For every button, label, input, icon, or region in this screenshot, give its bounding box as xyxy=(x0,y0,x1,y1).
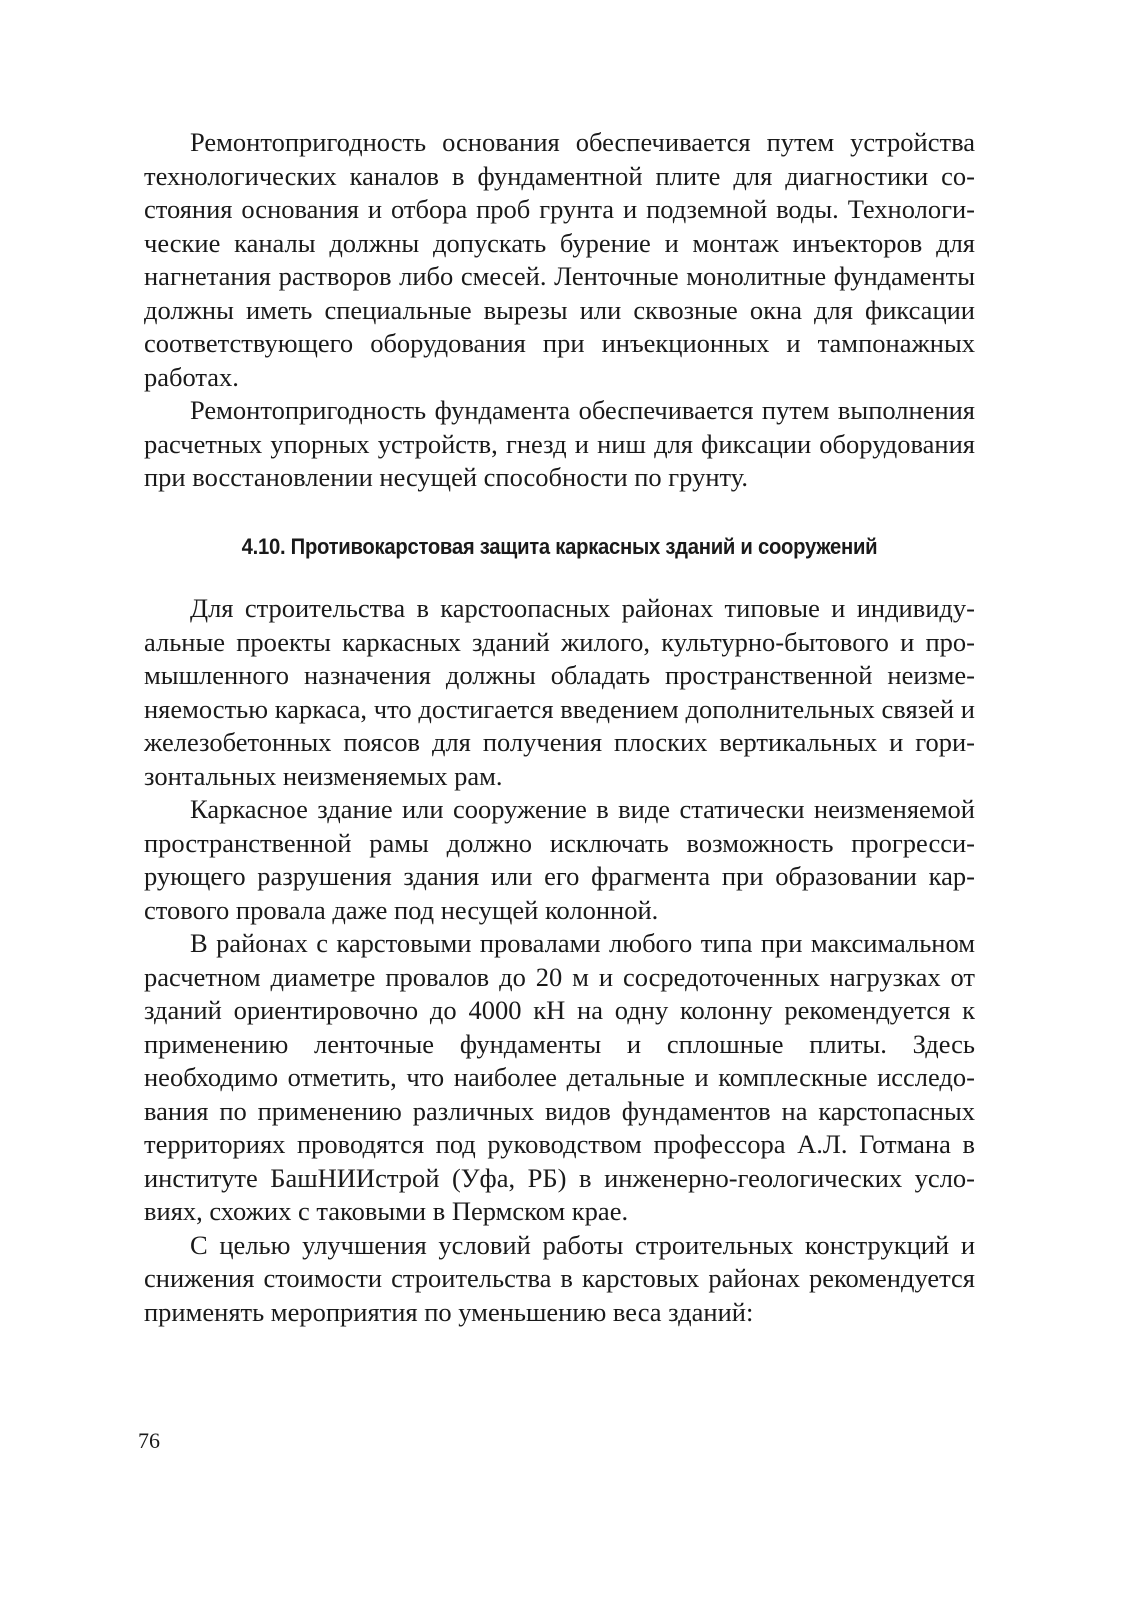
paragraph-karst-frame-projects: Для строительства в карстоопасных районах типовые и индивидуальные проекты каркасных зданий жилого, культурно-бытового и промышленного назначения должны обладать пространственной неизменяемостью каркаса, что достигается введением дополнительных связей и железобетонных поясов для получения плоских вертикальных и горизонтальных неизменяемых рам. xyxy=(144,593,975,791)
section-heading: 4.10. Противокарстовая защита каркасных зданий и сооружений xyxy=(241,534,878,559)
page-number: 76 xyxy=(138,1428,160,1453)
top-text-block xyxy=(144,126,975,495)
paragraph-maintainability-base: Ремонтопригодность основания обеспечивается путем устройства технологических каналов в фундаментной плите для диагностики состояния основания и отбора проб грунта и подземной воды. Технологические каналы должны допускать бурение и монтаж инъекторов для нагнетания растворов либо смесей. Ленточные монолитные фундаменты должны иметь специальные вырезы или сквозные окна для фиксации соответствующего оборудования при инъекционных и тампонажных работах. xyxy=(144,127,975,392)
paragraph-karst-sinkholes: В районах с карстовыми провалами любого типа при максимальном расчетном диаметре провалов до 20 м и сосредоточенных нагрузках от зданий ориентировочно до 4000 кН на одну колонну рекомендуется к применению ленточные фундаменты и сплошные плиты. Здесь необходимо отметить, что наиболее детальные и комплескные исследования по применению различных видов фундаментов на карстопасных территориях проводятся под руководством профессора А.Л. Готмана в институте БашНИИстрой (Уфа, РБ) в инженерно-геологических условиях, схожих с таковыми в Пермском крае. xyxy=(144,928,975,1226)
paragraph-maintainability-foundation: Ремонтопригодность фундамента обеспечивается путем выполнения расчетных упорных устройств, гнезд и ниш для фиксации оборудования при восстановлении несущей способности по грунту. xyxy=(144,395,975,492)
paragraph-weight-reduction: С целью улучшения условий работы строительных конструкций и снижения стоимости строительства в карстовых районах рекомендуется применять мероприятия по уменьшению веса зданий: xyxy=(144,1229,975,1327)
paragraph-frame-building: Каркасное здание или сооружение в виде статически неизменяемой пространственной рамы должно исключать возможность прогрессирующего разрушения здания или его фрагмента при образовании карстового провала даже под несущей колонной. xyxy=(144,794,975,925)
main-text-block xyxy=(144,592,975,1329)
